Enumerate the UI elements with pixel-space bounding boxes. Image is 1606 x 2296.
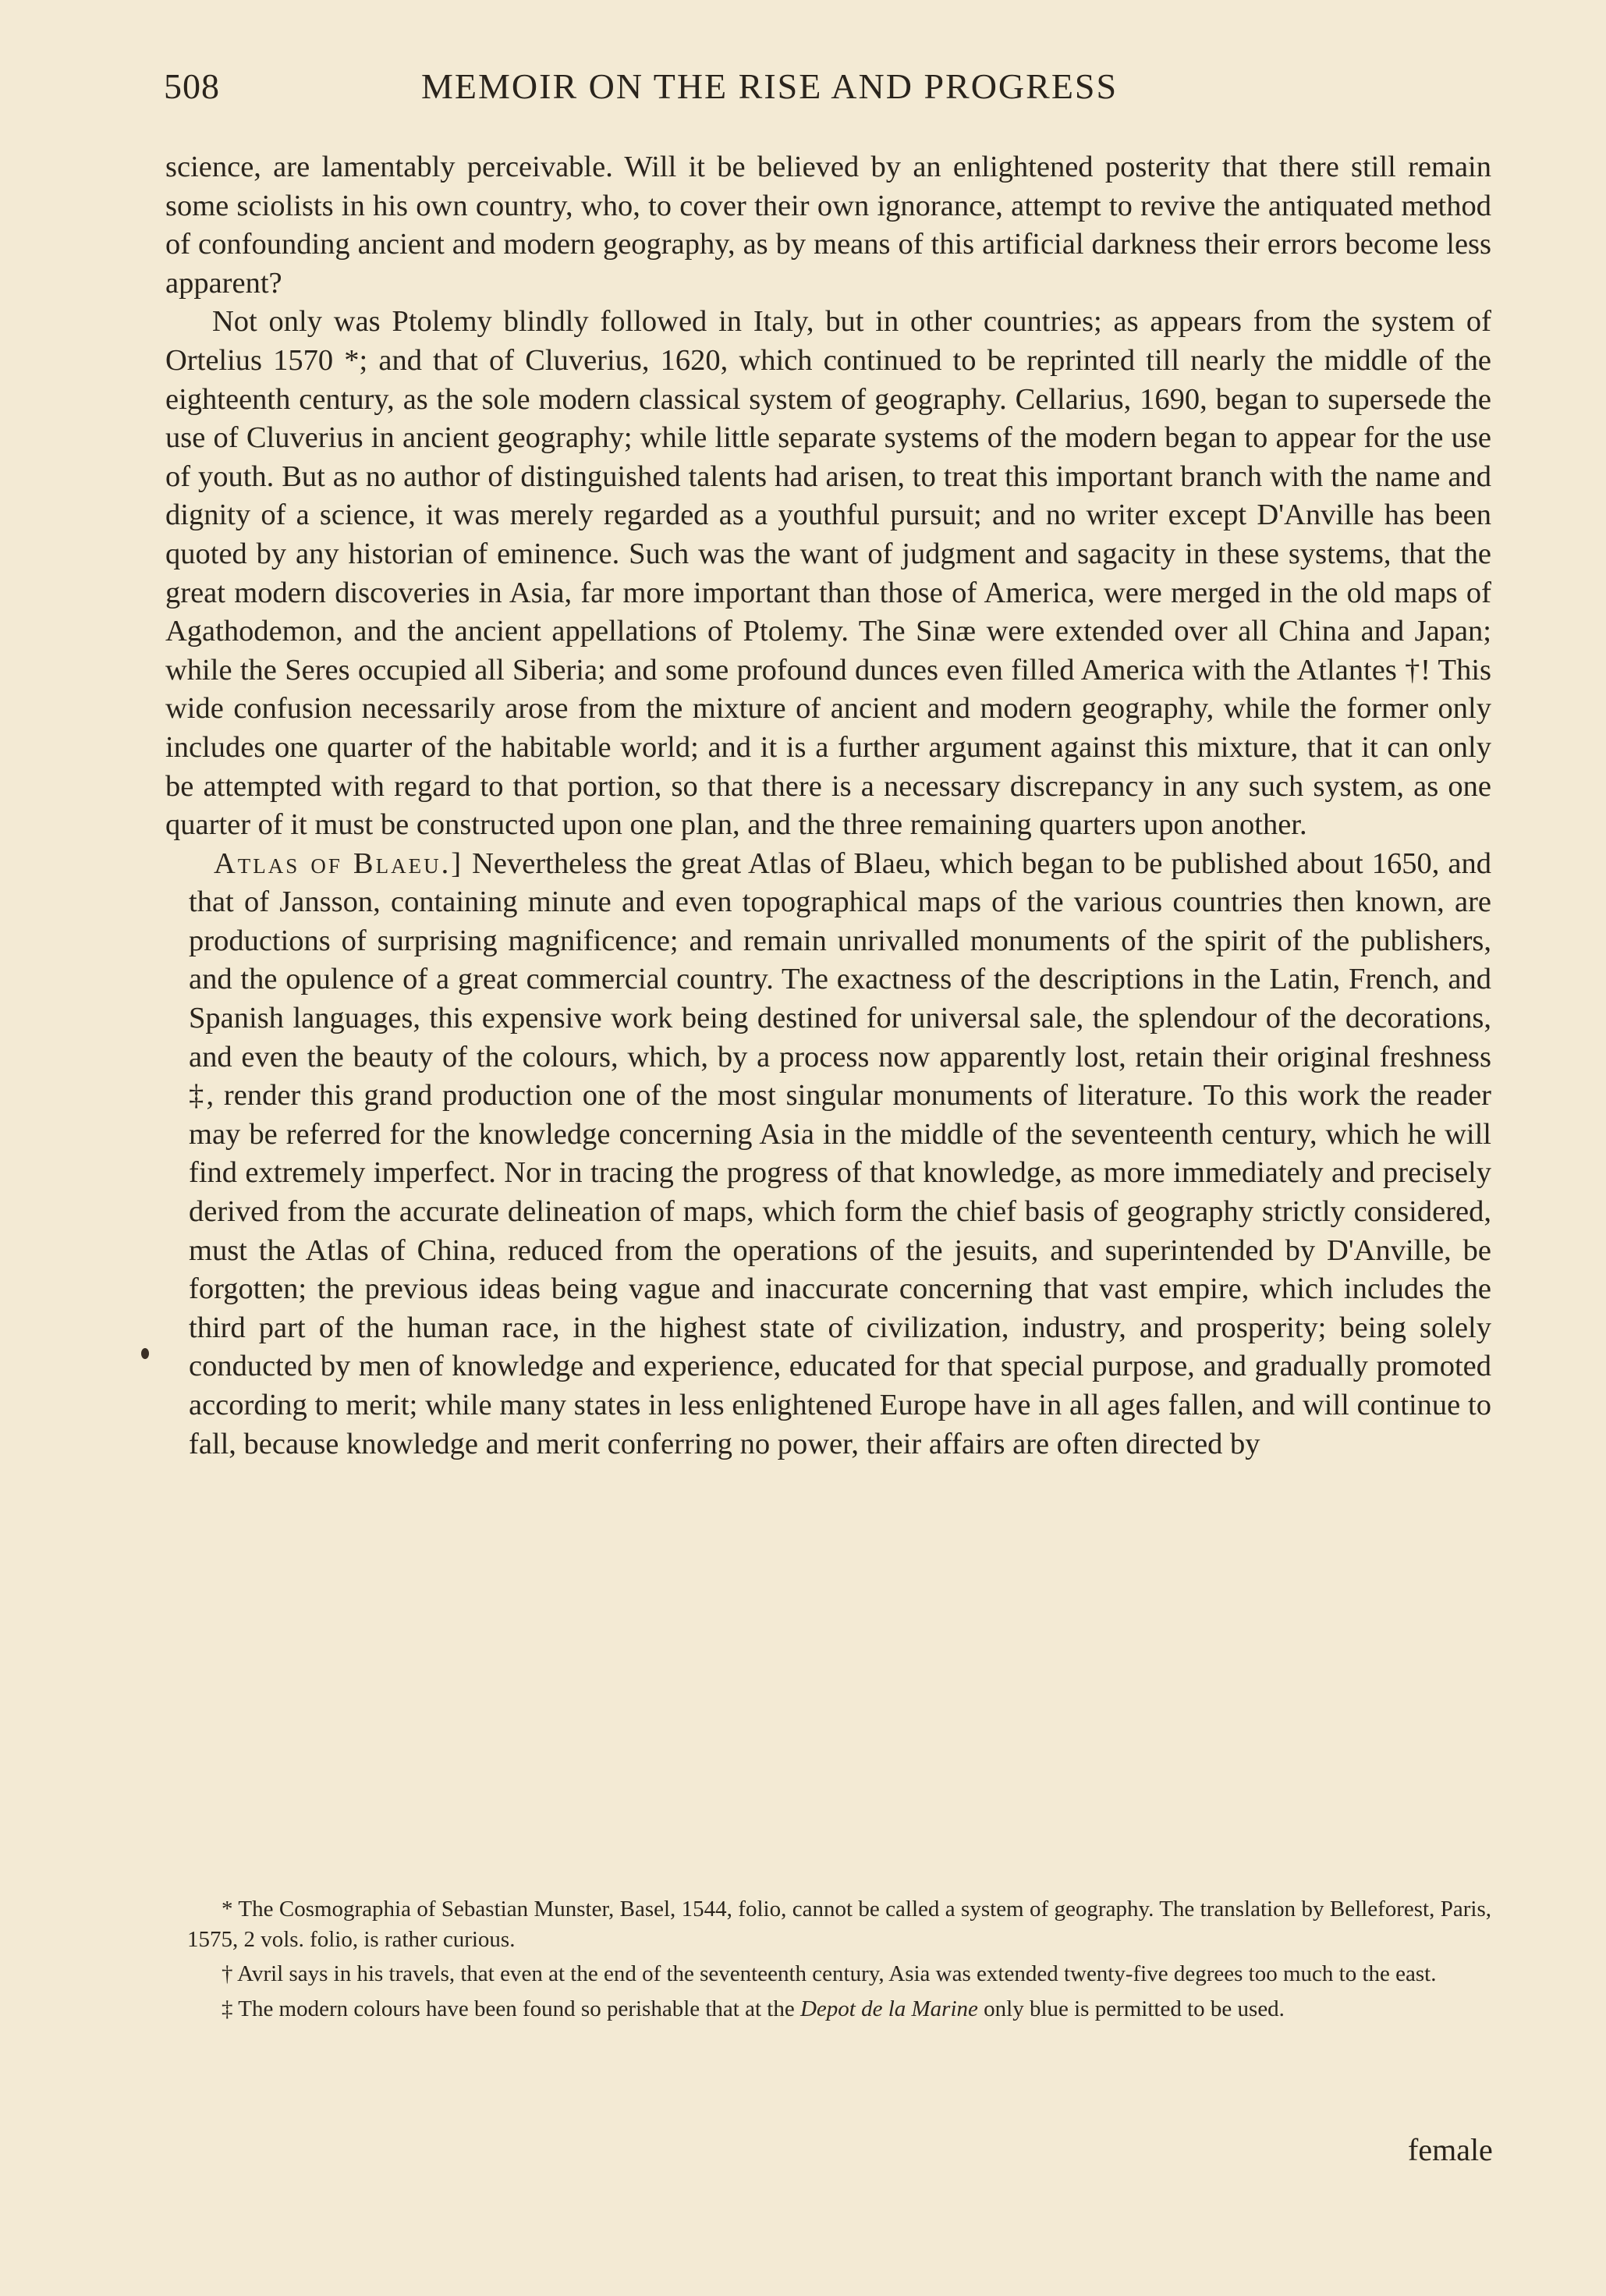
paragraph-1: science, are lamentably perceivable. Will it be believed by an enlightened posterity that there still remain some sciolists in his own country, who, to cover their own ignorance, attempt to revive the antiquated method of confounding ancient and modern geography, as by means of this artificial darkness their errors become less apparent? [165,151,1491,300]
paragraph-3 [165,845,1491,1464]
footnote-2: † Avril says in his travels, that even at the end of the seventeenth century, Asia was extended twenty-five degrees too much to the east. [222,1961,1437,1987]
side-heading-atlas-of-blaeu: Atlas of Blaeu.] [214,846,464,880]
catchword: female [1408,2132,1493,2167]
running-title: MEMOIR ON THE RISE AND PROGRESS [421,66,1119,106]
main-text [165,148,1491,1464]
page-number: 508 [164,66,220,106]
footnote-3-end: only blue is permitted to be used. [977,1996,1285,2021]
footnotes [187,1894,1491,2028]
footnote-3-italic: Depot de la Marine [799,1996,978,2021]
ink-dot [141,1348,149,1359]
footnote-3 [187,1994,1491,2025]
paragraph-3-text: Nevertheless the great Atlas of Blaeu, which began to be published about 1650, and that of Jansson, containing minute and even topographical maps of the various countries then known, are productions of surprising magnificence; and remain unrivalled monuments of the spirit of the publishers, and the opulence of a great commercial country. The exactness of the descriptions in the Latin, French, and Spanish languages, this expensive work being destined for universal sale, the splendour of the decorations, and even the beauty of the colours, which, by a process now apparently lost, retain their original freshness ‡, render this grand production one of the most singular monuments of literature. To this work the reader may be referred for the knowledge concerning Asia in the middle of the seventeenth century, which he will find extremely imperfect. Nor in tracing the progress of that knowledge, as more immediately and precisely derived from the accurate delineation of maps, which form the chief basis of geography strictly considered, must the Atlas of China, reduced from the operations of the jesuits, and superintended by D'Anville, be forgotten; the previous ideas being vague and inaccurate concerning that vast empire, which includes the third part of the human race, in the highest state of civilization, industry, and prosperity; being solely conducted by men of knowledge and experience, educated for that special purpose, and gradually promoted according to merit; while many states in less enlightened Europe have in all ages fallen, and will continue to fall, because knowledge and merit conferring no power, their affairs are often directed by [189,846,1491,1460]
paragraph-2: Not only was Ptolemy blindly followed in Italy, but in other countries; as appears from the system of Ortelius 1570 *; and that of Cluverius, 1620, which continued to be reprinted till nearly the middle of the eighteenth century, as the sole modern classical system of geography. Cellarius, 1690, began to supersede the use of Cluverius in ancient geography; while little separate systems of the modern began to appear for the use of youth. But as no author of distinguished talents had arisen, to treat this important branch with the name and dignity of a science, it was merely regarded as a youthful pursuit; and no writer except D'Anville has been quoted by any historian of eminence. Such was the want of judgment and sagacity in these systems, that the great modern discoveries in Asia, far more important than those of America, were merged in the old maps of Agathodemon, and the ancient appellations of Ptolemy. The Sinæ were extended over all China and Japan; while the Seres occupied all Siberia; and some profound dunces even filled America with the Atlantes †! This wide confusion necessarily arose from the mixture of ancient and modern geography, while the former only includes one quarter of the habitable world; and it is a further argument against this mixture, that it can only be attempted with regard to that portion, so that there is a necessary discrepancy in any such system, as one quarter of it must be constructed upon one plan, and the three remaining quarters upon another. [165,305,1491,842]
running-head [164,66,1498,112]
footnote-1: * The Cosmographia of Sebastian Munster, Basel, 1544, folio, cannot be called a system of geography. The translation by Belleforest, Paris, 1575, 2 vols. folio, is rather curious. [187,1897,1491,1952]
footnote-3-start: ‡ The modern colours have been found so perishable that at the [222,1996,800,2021]
